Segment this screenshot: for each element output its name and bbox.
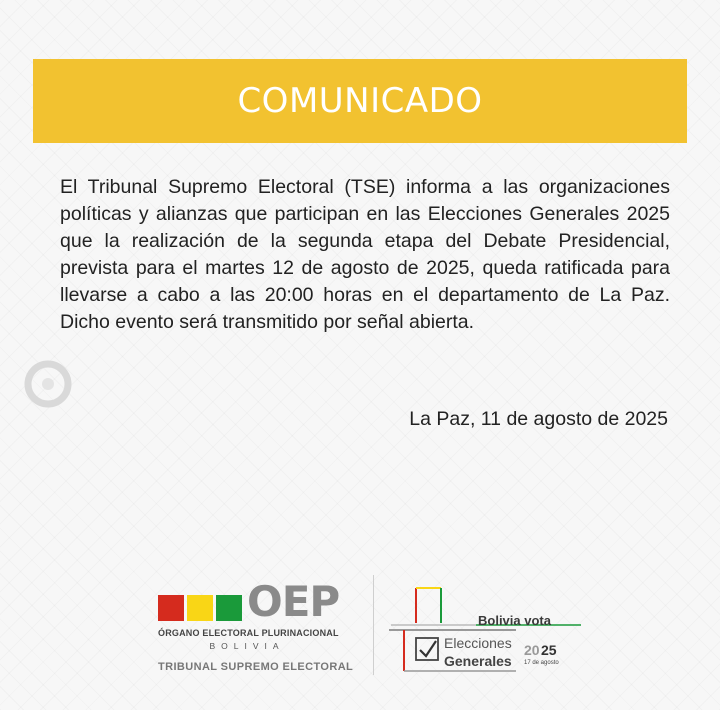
country-name: BOLIVIA — [209, 641, 285, 651]
elecciones-logo — [386, 583, 586, 678]
bolivia-vota-label: Bolivia vota — [478, 613, 551, 628]
oep-letters: OEP — [247, 577, 340, 626]
communique-body: El Tribunal Supremo Electoral (TSE) informa a las organizaciones políticas y alianzas que participan en las Elecciones Generales 2025 que la realización de la segunda etapa del Debate Presidencial, prevista para el martes 12 de agosto de 2025, queda ratificada para llevarse a cabo a las 20:00 horas en el departamento de La Paz. Dicho evento será transmitido por señal abierta. — [60, 176, 670, 333]
footer-divider — [373, 575, 374, 675]
org-name: ÓRGANO ELECTORAL PLURINACIONAL — [158, 628, 339, 638]
elecciones-label: Elecciones — [444, 635, 512, 651]
flag-yellow-square — [187, 595, 213, 621]
footer-logos — [0, 575, 720, 685]
oep-logo — [158, 577, 358, 673]
year-suffix: 25 — [541, 642, 557, 658]
tse-name: TRIBUNAL SUPREMO ELECTORAL — [158, 661, 354, 673]
flag-green-square — [216, 595, 242, 621]
watermark-icon — [22, 358, 74, 410]
oep-flag — [158, 577, 358, 626]
flag-red-square — [158, 595, 184, 621]
place-date: La Paz, 11 de agosto de 2025 — [409, 408, 668, 430]
header-banner — [33, 59, 687, 143]
generales-label: Generales — [444, 653, 512, 669]
year-prefix: 20 — [524, 642, 540, 658]
election-date-small: 17 de agosto — [524, 660, 559, 666]
banner-title: COMUNICADO — [237, 81, 483, 121]
